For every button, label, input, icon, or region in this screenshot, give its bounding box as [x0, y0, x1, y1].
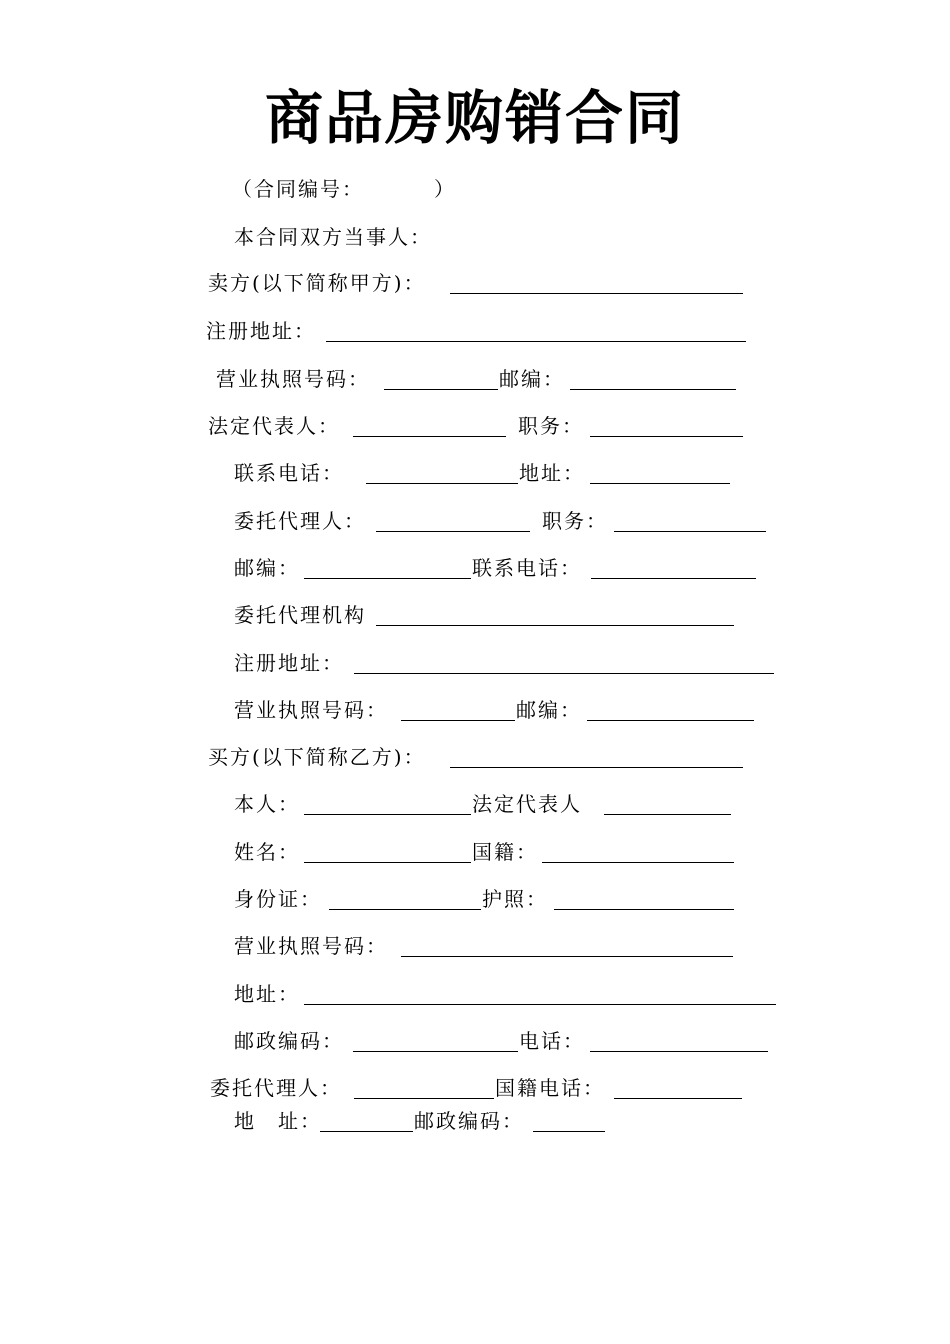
seller-address-blank[interactable] — [590, 483, 730, 484]
contract-number-close: ） — [434, 177, 456, 201]
buyer-phone-blank[interactable] — [590, 1051, 768, 1052]
buyer-agent-address-label: 地 址： — [234, 1109, 322, 1133]
buyer-agent-postcode-label: 邮政编码： — [414, 1109, 524, 1133]
buyer-self-blank[interactable] — [304, 814, 471, 815]
buyer-id-blank[interactable] — [329, 909, 481, 910]
seller-phone-label: 联系电话： — [234, 461, 344, 485]
seller-postcode-label: 邮编： — [499, 367, 565, 391]
buyer-postcode-label: 邮政编码： — [234, 1029, 344, 1053]
seller-agency-label: 委托代理机构 — [234, 603, 366, 627]
buyer-passport-blank[interactable] — [554, 909, 734, 910]
seller-license-blank[interactable] — [384, 389, 498, 390]
seller-license-label: 营业执照号码： — [216, 367, 370, 391]
seller-agent-label: 委托代理人： — [234, 509, 366, 533]
agency-reg-address-blank[interactable] — [354, 673, 774, 674]
seller-agent-blank[interactable] — [376, 531, 530, 532]
buyer-agent-nationality-phone-blank[interactable] — [614, 1098, 742, 1099]
buyer-postcode-line — [234, 1026, 774, 1056]
buyer-agent-blank[interactable] — [354, 1098, 494, 1099]
buyer-agent-label: 委托代理人： — [210, 1076, 342, 1100]
buyer-address-line — [234, 979, 779, 1009]
buyer-agent-nationality-phone-label: 国籍电话： — [495, 1076, 605, 1100]
seller-phone-blank[interactable] — [366, 483, 518, 484]
seller-phone-line — [234, 458, 734, 488]
buyer-address-label: 地址： — [234, 982, 300, 1006]
seller-label: 卖方(以下简称甲方)： — [208, 271, 426, 295]
buyer-self-label: 本人： — [234, 792, 300, 816]
seller-agent-postcode-label: 邮编： — [234, 556, 300, 580]
buyer-license-label: 营业执照号码： — [234, 934, 388, 958]
seller-postcode-blank[interactable] — [570, 389, 736, 390]
buyer-agent-postcode-blank[interactable] — [533, 1131, 605, 1132]
seller-agent-line — [234, 506, 769, 536]
buyer-license-blank[interactable] — [401, 956, 733, 957]
seller-legal-rep-line — [208, 411, 748, 441]
agency-reg-address-line — [234, 648, 779, 678]
seller-position-blank[interactable] — [590, 436, 743, 437]
buyer-postcode-blank[interactable] — [353, 1051, 518, 1052]
buyer-name-blank[interactable] — [450, 767, 743, 768]
contract-number-label: （合同编号： — [232, 177, 364, 201]
buyer-nationality-blank[interactable] — [542, 862, 734, 863]
seller-agency-blank[interactable] — [376, 625, 734, 626]
buyer-id-label: 身份证： — [234, 887, 322, 911]
buyer-agent-line — [210, 1073, 750, 1103]
seller-agent-position-label: 职务： — [542, 509, 608, 533]
seller-reg-address-line — [206, 316, 751, 346]
buyer-name-field-blank[interactable] — [304, 862, 471, 863]
buyer-legal-rep-blank[interactable] — [604, 814, 731, 815]
seller-license-line — [216, 364, 741, 394]
seller-legal-rep-label: 法定代表人： — [208, 414, 340, 438]
buyer-legal-rep-label: 法定代表人 — [472, 792, 582, 816]
buyer-address-blank[interactable] — [304, 1004, 776, 1005]
agency-license-line — [234, 695, 759, 725]
buyer-agent-address-blank[interactable] — [320, 1131, 413, 1132]
seller-agent-postcode-line — [234, 553, 759, 583]
agency-reg-address-label: 注册地址： — [234, 651, 344, 675]
buyer-phone-label: 电话： — [519, 1029, 585, 1053]
buyer-id-line — [234, 884, 739, 914]
seller-legal-rep-blank[interactable] — [353, 436, 506, 437]
seller-agency-line — [234, 600, 739, 630]
seller-position-label: 职务： — [518, 414, 584, 438]
buyer-license-line — [234, 931, 739, 961]
seller-line — [208, 268, 748, 298]
seller-address-label: 地址： — [519, 461, 585, 485]
agency-postcode-blank[interactable] — [587, 720, 754, 721]
contract-title: 商品房购销合同 — [264, 84, 685, 152]
seller-name-blank[interactable] — [450, 293, 743, 294]
seller-agent-phone-label: 联系电话： — [472, 556, 582, 580]
buyer-agent-address-line — [234, 1106, 614, 1136]
buyer-nationality-label: 国籍： — [472, 840, 538, 864]
buyer-passport-label: 护照： — [482, 887, 548, 911]
contract-number-line — [232, 174, 472, 204]
seller-agent-phone-blank[interactable] — [591, 578, 756, 579]
agency-postcode-label: 邮编： — [516, 698, 582, 722]
seller-agent-postcode-blank[interactable] — [304, 578, 471, 579]
buyer-name-label: 姓名： — [234, 840, 300, 864]
buyer-name-line — [234, 837, 739, 867]
agency-license-label: 营业执照号码： — [234, 698, 388, 722]
agency-license-blank[interactable] — [401, 720, 515, 721]
seller-reg-address-label: 注册地址： — [206, 319, 316, 343]
buyer-label: 买方(以下简称乙方)： — [208, 745, 426, 769]
seller-reg-address-blank[interactable] — [326, 341, 746, 342]
seller-agent-position-blank[interactable] — [614, 531, 766, 532]
buyer-self-line — [234, 789, 739, 819]
buyer-line — [208, 742, 748, 772]
